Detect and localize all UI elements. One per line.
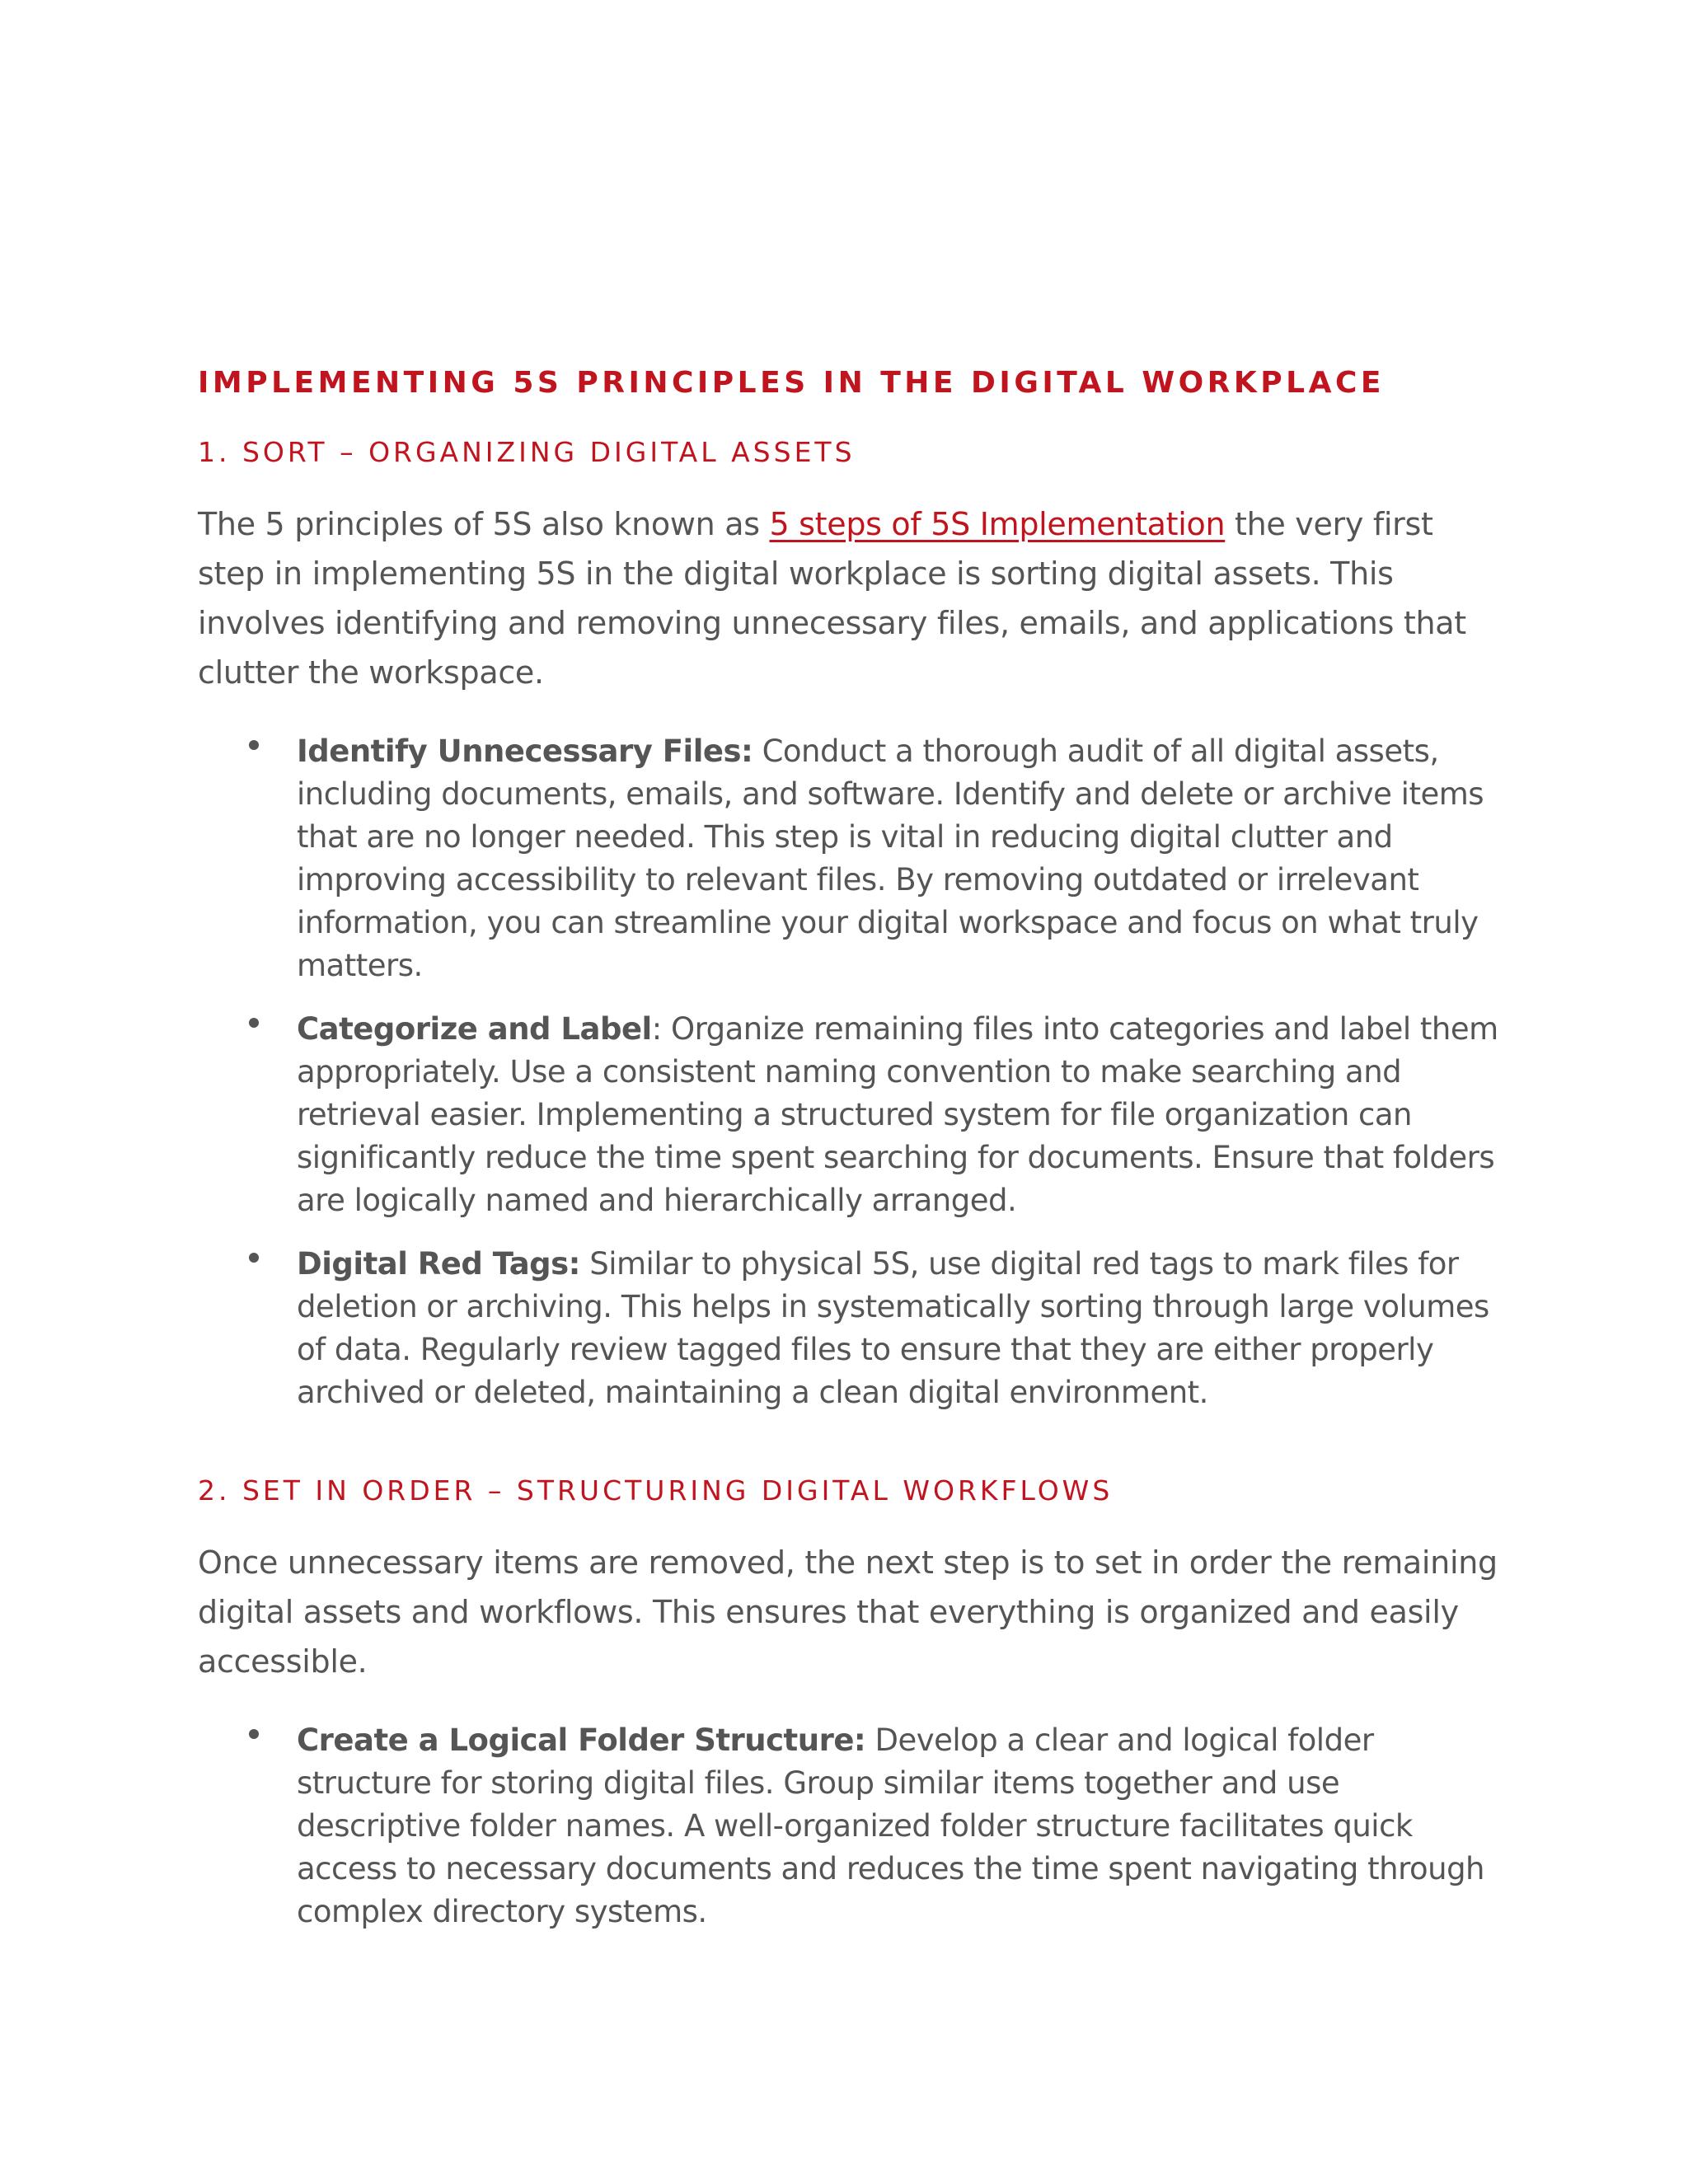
document-page — [198, 363, 1500, 1954]
bullet-term: Create a Logical Folder Structure: — [297, 1722, 866, 1758]
section-sort — [198, 434, 1500, 1414]
section-heading: 2. SET IN ORDER – STRUCTURING DIGITAL WORKFLOWS — [198, 1474, 1114, 1507]
bullet-text: : Organize remaining files into categories and label them appropriately. Use a consistent naming convention to make searching and retrieval easier. Implementing a structured system for file organization can significantly reduce the time spent searching for documents. Ensure that folders are logically named and hierarchically arranged. — [297, 1011, 1498, 1218]
page-title: IMPLEMENTING 5S PRINCIPLES IN THE DIGITAL WORKPLACE — [198, 366, 1385, 400]
bullet-icon — [249, 1018, 259, 1028]
bullet-text: Similar to physical 5S, use digital red tags to mark files for deletion or archiving. This helps in systematically sorting through large volumes of data. Regularly review tagged files to ensure that they are either properly archived or deleted, maintaining a clean digital environment. — [297, 1246, 1489, 1410]
bullet-text: Develop a clear and logical folder structure for storing digital files. Group similar items together and use descriptive folder names. A well-organized folder structure facilitates quick access to necessary documents and reduces the time spent navigating through complex directory systems. — [297, 1722, 1485, 1929]
list-item — [198, 1008, 1500, 1222]
bullet-term: Identify Unnecessary Files: — [297, 733, 753, 769]
bullet-icon — [249, 1729, 259, 1739]
intro-text-after-link: the very first step in implementing 5S in the digital workplace is sorting digital assets. This involves identifying and removing unnecessary files, emails, and applications that clutter the workspace. — [198, 506, 1466, 691]
bullet-icon — [249, 1253, 259, 1263]
bullet-list — [198, 1719, 1500, 1933]
bullet-term: Digital Red Tags: — [297, 1246, 580, 1282]
bullet-term: Categorize and Label — [297, 1011, 652, 1047]
bullet-list — [198, 730, 1500, 1414]
5s-implementation-link[interactable]: 5 steps of 5S Implementation — [769, 506, 1226, 542]
bullet-icon — [249, 740, 259, 750]
section-intro: Once unnecessary items are removed, the next step is to set in order the remaining digital assets and workflows. This ensures that everything is organized and easily accessible. — [198, 1544, 1498, 1680]
section-set-in-order — [198, 1472, 1500, 1933]
section-intro — [198, 499, 1500, 697]
list-item — [198, 730, 1500, 987]
bullet-text: Conduct a thorough audit of all digital assets, including documents, emails, and software. Identify and delete or archive items that are no longer needed. This step is vital in reducing digital clutter and improving accessibility to relevant files. By removing outdated or irrelevant information, you can streamline your digital workspace and focus on what truly matters. — [297, 733, 1484, 983]
intro-text-before-link: The 5 principles of 5S also known as — [198, 506, 770, 542]
list-item — [198, 1243, 1500, 1414]
list-item — [198, 1719, 1500, 1933]
section-heading: 1. SORT – ORGANIZING DIGITAL ASSETS — [198, 436, 856, 468]
